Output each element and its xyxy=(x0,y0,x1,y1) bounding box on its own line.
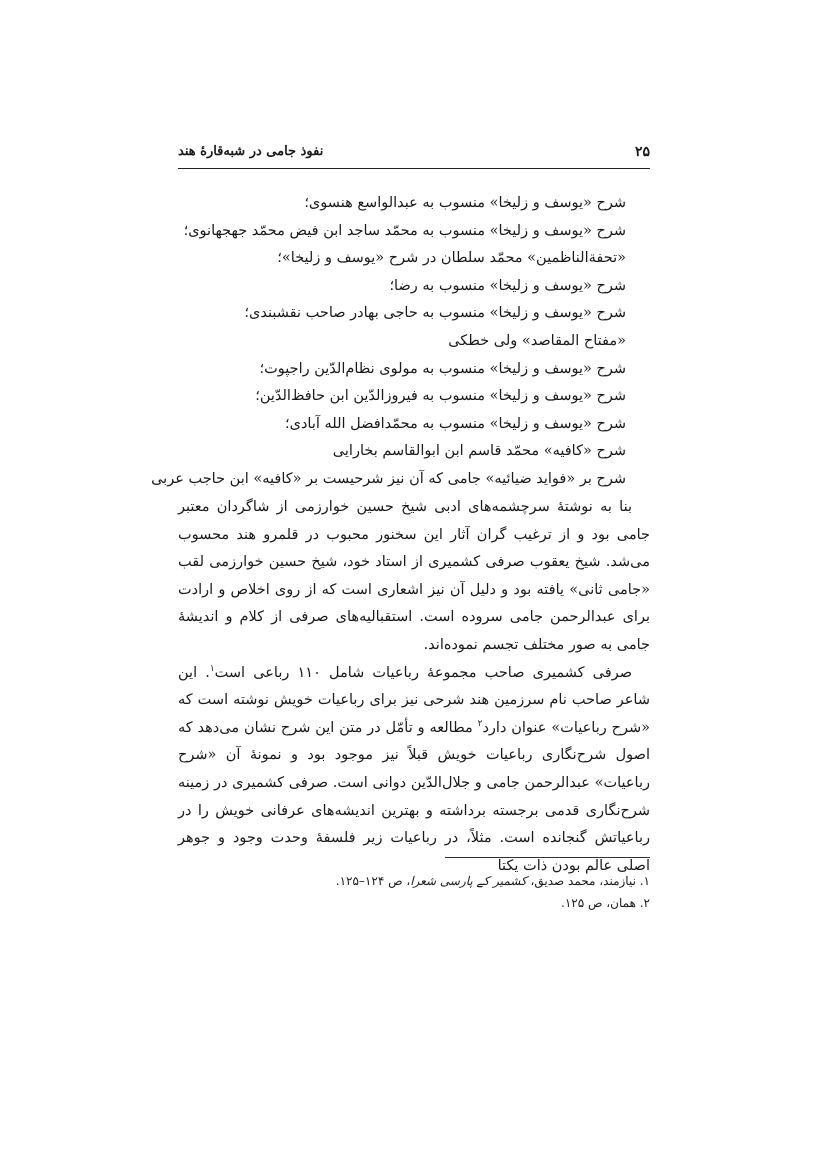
list-item: شرح «کافیه» محمّد قاسم ابن ابوالقاسم بخارایی xyxy=(332,443,626,460)
list-item: شرح «یوسف و زلیخا» منسوب به فیروزالدّین ابن حافظ‌الدّین؛ xyxy=(255,388,626,405)
paragraph-1: بنا به نوشتهٔ سرچشمه‌های ادبی شیخ حسین خوارزمی از شاگردان معتبر جامی بود و از ترغیب گران آثار این سخنور محبوب در قلمرو هند محسوب می‌شد. شیخ یعقوب صرفی کشمیری از استاد خود، شیخ حسین خوارزمی لقب «جامی ثانی» یافته بود و دلیل آن نیز اشعاری است که از روی اخلاص و ارادت برای عبدالرحمن جامی سروده است. استقبالیه‌های صرفی از کلام و اندیشهٔ جامی به صور مختلف تجسم نموده‌اند. xyxy=(178,499,650,653)
page-number: ۲۵ xyxy=(634,144,650,160)
footnotes xyxy=(336,870,650,914)
header-rule xyxy=(178,168,650,169)
footnote-ref-1: ۱ xyxy=(209,663,215,674)
list-item: شرح «یوسف و زلیخا» منسوب به مولوی نظام‌الدّین راجپوت؛ xyxy=(259,360,626,377)
list-item: شرح «یوسف و زلیخا» منسوب به حاجی بهادر صاحب نقشبندی؛ xyxy=(244,305,626,322)
list-item: شرح «یوسف و زلیخا» منسوب به عبدالواسع هنسوی؛ xyxy=(304,195,626,211)
paragraph-2 xyxy=(178,660,650,881)
paragraph-2-part-2: . این شاعر صاحب نام سرزمین هند شرحی نیز برای رباعیات خویش نوشته است که «شرح رباعیات» عنوان دارد xyxy=(178,664,650,736)
footnote-1 xyxy=(336,870,650,892)
page-header xyxy=(178,142,650,166)
list-item: شرح «یوسف و زلیخا» منسوب به رضا؛ xyxy=(389,277,626,294)
list-item: شرح بر «فواید ضیائیه» جامی که آن نیز شرحیست بر «کافیه» ابن حاجب عربی xyxy=(151,470,626,487)
footnote-1-title: کشمیر کے پارسی شعرا xyxy=(410,874,527,888)
running-title: نفوذ جامی در شبه‌قارهٔ هند xyxy=(178,144,324,159)
list-item: شرح «یوسف و زلیخا» منسوب به محمّدافضل الله آبادی؛ xyxy=(285,415,626,432)
list-item: «تحفةالناظمین» محمّد سلطان در شرح «یوسف و زلیخا»؛ xyxy=(277,250,626,267)
footnote-2: ۲. همان، ص ۱۲۵. xyxy=(561,896,650,910)
paragraph-2-part-3: مطالعه و تأمّل در متن این شرح نشان می‌دهد که اصول شرح‌نگاری رباعیات خویش قبلاً نیز موجود بود و نمونهٔ آن «شرح رباعیات» عبدالرحمن جامی و جلال‌الدّین دوانی است. صرفی کشمیری در زمینه شرح‌نگاری قدمی برجسته برداشته و بهترین اندیشه‌های عرفانی خویش را در رباعیاتش گنجانده است. مثلاً، در رباعیات زیر فلسفهٔ وحدت وجود و جوهر اصلی عالم بودن ذات یکتا xyxy=(178,719,650,874)
paragraph-2-part-1: صرفی کشمیری صاحب مجموعهٔ رباعیات شامل ۱۱۰ رباعی است xyxy=(214,664,633,681)
list-item: شرح «یوسف و زلیخا» منسوب به محمّد ساجد ابن فیض محمّد جهجهانوی؛ xyxy=(183,222,626,239)
footnote-1-end: ، ص ۱۲۴–۱۲۵. xyxy=(335,874,411,888)
footnote-ref-2: ۲ xyxy=(477,718,483,729)
commentary-list xyxy=(151,190,626,494)
footnote-rule xyxy=(445,857,650,858)
list-item: «مفتاح المقاصد» ولی خطکی xyxy=(448,332,626,349)
footnote-1-start: ۱. نیازمند، محمد صدیق، xyxy=(526,874,650,888)
body-text xyxy=(178,494,650,880)
